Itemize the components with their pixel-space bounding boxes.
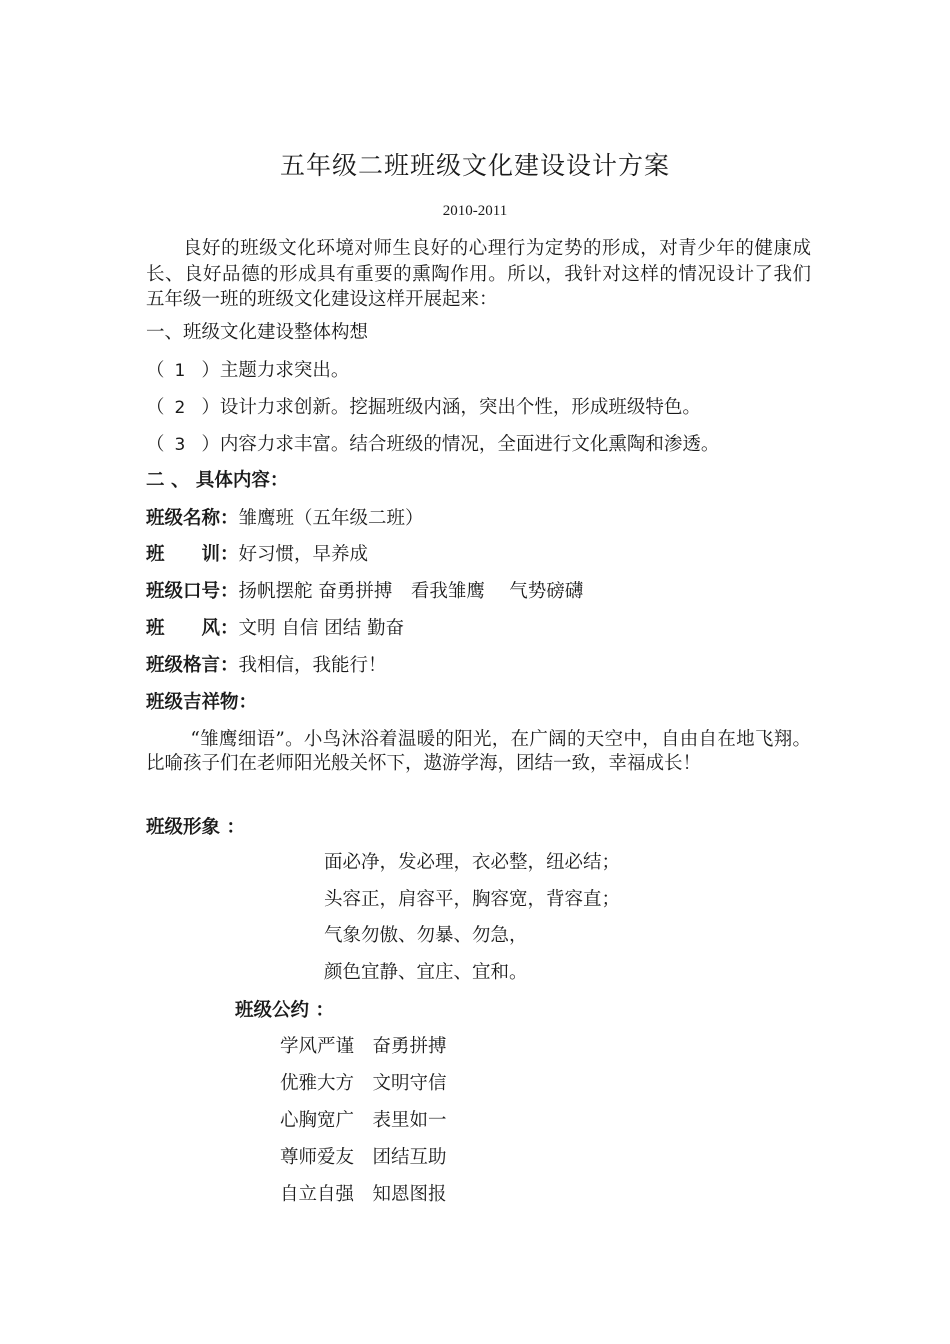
item-text: 内容力求丰富。结合班级的情况，全面进行文化熏陶和渗透。 <box>219 434 720 455</box>
paren-open: （ <box>146 360 165 381</box>
class-slogan-label: 班级口号： <box>146 581 239 602</box>
class-style-value: 文明 自信 团结 勤奋 <box>238 618 405 639</box>
intro-paragraph: 良好的班级文化环境对师生良好的心理行为定势的形成，对青少年的健康成长、良好品德的形成具有重要的熏陶作用。所以，我针对这样的情况设计了我们五年级一班的班级文化建设这样开展起来： <box>146 238 811 310</box>
paren-close: ） <box>201 397 220 418</box>
plan-item-1 <box>146 359 349 383</box>
class-motto-value: 好习惯，早养成 <box>238 544 369 565</box>
item-number: 1 <box>174 361 186 381</box>
class-name-row <box>146 507 424 531</box>
item-number: 3 <box>174 435 186 455</box>
class-mascot-label: 班级吉祥物： <box>146 692 258 713</box>
school-year: 2010-2011 <box>442 203 508 219</box>
plan-item-3 <box>146 433 719 457</box>
class-maxim-value: 我相信，我能行！ <box>238 655 387 676</box>
class-pact-line: 心胸宽广 表里如一 <box>280 1110 447 1131</box>
item-text: 主题力求突出。 <box>219 360 350 381</box>
class-name-label: 班级名称： <box>146 508 239 529</box>
paren-open: （ <box>146 397 165 418</box>
class-pact-line: 自立自强 知恩图报 <box>280 1184 447 1205</box>
class-slogan-row <box>146 580 583 604</box>
paren-close: ） <box>201 434 220 455</box>
class-maxim-label: 班级格言： <box>146 655 239 676</box>
paren-open: （ <box>146 434 165 455</box>
document-title: 五年级二班班级文化建设设计方案 <box>279 151 670 180</box>
class-mascot-text: “雏鹰细语”。小鸟沐浴着温暖的阳光，在广阔的天空中，自由自在地飞翔。比喻孩子们在老师阳光般关怀下，遨游学海，团结一致，幸福成长！ <box>146 729 811 774</box>
paren-close: ） <box>201 360 220 381</box>
class-pact-line: 学风严谨 奋勇拼搏 <box>280 1036 447 1057</box>
section-two-heading: 二 、 具体内容： <box>146 470 289 491</box>
class-image-line: 颜色宜静、宜庄、宜和。 <box>324 962 528 983</box>
class-slogan-value: 扬帆摆舵 奋勇拼搏 看我雏鹰 气势磅礴 <box>238 581 584 602</box>
class-image-label: 班级形象 ： <box>146 817 245 838</box>
class-image-line: 头容正，肩容平，胸容宽，背容直； <box>324 889 621 910</box>
plan-item-2 <box>146 396 701 420</box>
item-number: 2 <box>174 398 186 418</box>
class-style-row <box>146 617 404 641</box>
class-image-line: 面必净，发必理，衣必整，纽必结； <box>324 852 621 873</box>
class-pact-line: 尊师爱友 团结互助 <box>280 1147 447 1168</box>
class-motto-row <box>146 543 368 567</box>
item-text: 设计力求创新。挖掘班级内涵，突出个性，形成班级特色。 <box>219 397 701 418</box>
class-name-value: 雏鹰班（五年级二班） <box>238 508 424 529</box>
class-style-label: 班 风： <box>146 618 239 639</box>
class-maxim-row <box>146 654 387 678</box>
section-one-heading: 一、班级文化建设整体构想 <box>146 322 369 343</box>
class-pact-line: 优雅大方 文明守信 <box>280 1073 447 1094</box>
class-motto-label: 班 训： <box>146 544 239 565</box>
class-pact-label: 班级公约 ： <box>235 1000 334 1021</box>
class-image-line: 气象勿傲、勿暴、勿急， <box>324 925 528 946</box>
